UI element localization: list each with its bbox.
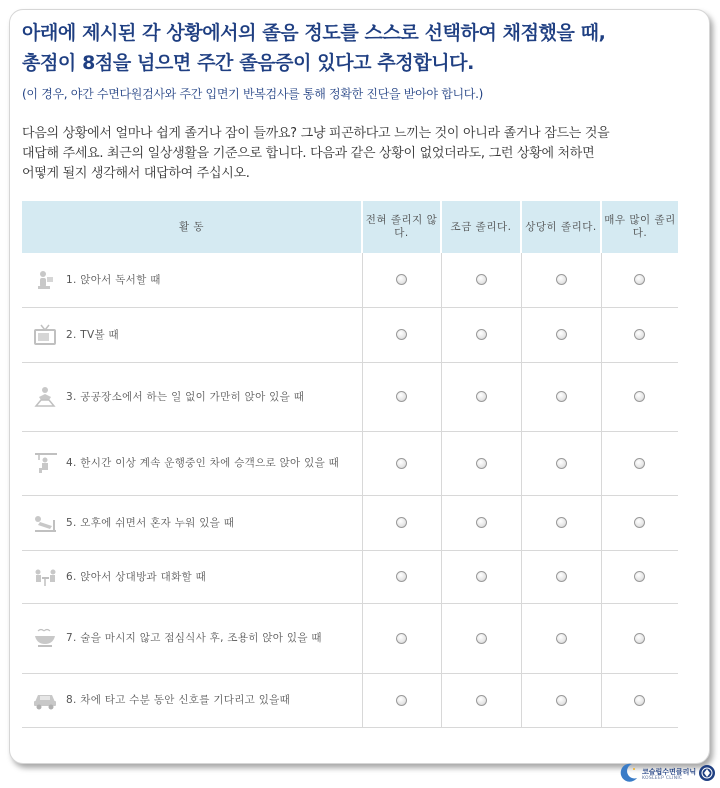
radio-not-sleepy[interactable] xyxy=(396,391,407,402)
table-header-row xyxy=(22,201,678,253)
radio-cell xyxy=(441,431,521,495)
radio-cell xyxy=(601,550,678,603)
radio-cell xyxy=(601,431,678,495)
table-row xyxy=(22,253,678,307)
radio-cell xyxy=(601,603,678,673)
radio-slightly-sleepy[interactable] xyxy=(476,633,487,644)
activity-label: 3. 공공장소에서 하는 일 없이 가만히 앉아 있을 때 xyxy=(66,390,305,403)
radio-cell xyxy=(441,550,521,603)
instructions-line-3: 어떻게 될지 생각해서 대답하여 주십시오. xyxy=(22,166,250,181)
radio-fairly-sleepy[interactable] xyxy=(556,695,567,706)
radio-cell xyxy=(362,431,441,495)
radio-cell xyxy=(521,603,601,673)
radio-not-sleepy[interactable] xyxy=(396,517,407,528)
activity-cell xyxy=(22,673,362,727)
instructions xyxy=(22,124,692,184)
title-line-2: 총점이 8점을 넘으면 주간 졸음증이 있다고 추정합니다. xyxy=(22,52,474,74)
header-not-sleepy: 전혀 졸리지 않다. xyxy=(362,201,441,253)
activity-cell xyxy=(22,431,362,495)
table-row xyxy=(22,673,678,727)
bus-passenger-icon xyxy=(32,452,62,474)
radio-not-sleepy[interactable] xyxy=(396,633,407,644)
activity-label: 2. TV볼 때 xyxy=(66,328,119,341)
radio-very-sleepy[interactable] xyxy=(634,633,645,644)
activity-cell xyxy=(22,603,362,673)
radio-not-sleepy[interactable] xyxy=(396,329,407,340)
header-fairly-sleepy: 상당히 졸리다. xyxy=(521,201,601,253)
activity-label: 7. 술을 마시지 않고 점심식사 후, 조용히 앉아 있을 때 xyxy=(66,632,322,644)
radio-cell xyxy=(441,673,521,727)
radio-cell xyxy=(521,495,601,550)
activity-label: 6. 앉아서 상대방과 대화할 때 xyxy=(66,570,207,583)
radio-cell xyxy=(362,603,441,673)
table-row xyxy=(22,495,678,550)
reading-icon xyxy=(32,269,62,291)
meal-icon xyxy=(32,627,62,649)
activity-label: 4. 한시간 이상 계속 운행중인 차에 승객으로 앉아 있을 때 xyxy=(66,457,340,469)
radio-fairly-sleepy[interactable] xyxy=(556,274,567,285)
radio-cell xyxy=(521,307,601,362)
activity-cell xyxy=(22,550,362,603)
radio-cell xyxy=(441,603,521,673)
sleepiness-table xyxy=(22,201,678,728)
table-row xyxy=(22,603,678,673)
title-line-1: 아래에 제시된 각 상황에서의 졸음 정도를 스스로 선택하여 채점했을 때, xyxy=(22,22,606,44)
radio-very-sleepy[interactable] xyxy=(634,391,645,402)
radio-very-sleepy[interactable] xyxy=(634,695,645,706)
lying-down-icon xyxy=(32,512,62,534)
radio-slightly-sleepy[interactable] xyxy=(476,274,487,285)
header-activity: 활 동 xyxy=(22,201,362,253)
radio-cell xyxy=(601,673,678,727)
radio-slightly-sleepy[interactable] xyxy=(476,391,487,402)
radio-slightly-sleepy[interactable] xyxy=(476,458,487,469)
table-row xyxy=(22,431,678,495)
header-slightly-sleepy: 조금 졸리다. xyxy=(441,201,521,253)
logo-subtitle: KOSLEEP CLINIC xyxy=(642,776,683,781)
radio-slightly-sleepy[interactable] xyxy=(476,571,487,582)
moon-logo-icon xyxy=(620,762,640,784)
radio-cell xyxy=(362,362,441,431)
radio-cell xyxy=(441,307,521,362)
radio-fairly-sleepy[interactable] xyxy=(556,458,567,469)
radio-fairly-sleepy[interactable] xyxy=(556,633,567,644)
activity-cell xyxy=(22,253,362,307)
activity-cell xyxy=(22,495,362,550)
activity-cell xyxy=(22,307,362,362)
instructions-line-1: 다음의 상황에서 얼마나 쉽게 졸거나 잠이 들까요? 그냥 피곤하다고 느끼는 것이 아니라 졸거나 잠드는 것을 xyxy=(22,126,610,141)
radio-not-sleepy[interactable] xyxy=(396,571,407,582)
logo-name: 코슬립수면클리닉 xyxy=(642,768,697,776)
instructions-line-2: 대답해 주세요. 최근의 일상생활을 기준으로 합니다. 다음과 같은 상황이 없었더라도, 그런 상황에 처하면 xyxy=(22,146,595,161)
clinic-logo xyxy=(620,762,716,786)
radio-slightly-sleepy[interactable] xyxy=(476,695,487,706)
car-icon xyxy=(32,689,62,711)
conversation-icon xyxy=(32,566,62,588)
radio-fairly-sleepy[interactable] xyxy=(556,329,567,340)
radio-very-sleepy[interactable] xyxy=(634,458,645,469)
header-very-sleepy: 매우 많이 졸리다. xyxy=(601,201,678,253)
tv-icon xyxy=(32,324,62,346)
radio-not-sleepy[interactable] xyxy=(396,458,407,469)
radio-slightly-sleepy[interactable] xyxy=(476,329,487,340)
radio-cell xyxy=(601,362,678,431)
activity-cell xyxy=(22,362,362,431)
radio-very-sleepy[interactable] xyxy=(634,571,645,582)
radio-cell xyxy=(521,550,601,603)
radio-fairly-sleepy[interactable] xyxy=(556,571,567,582)
radio-very-sleepy[interactable] xyxy=(634,329,645,340)
radio-very-sleepy[interactable] xyxy=(634,517,645,528)
radio-cell xyxy=(362,550,441,603)
radio-slightly-sleepy[interactable] xyxy=(476,517,487,528)
radio-cell xyxy=(441,495,521,550)
radio-not-sleepy[interactable] xyxy=(396,274,407,285)
radio-fairly-sleepy[interactable] xyxy=(556,391,567,402)
table-row xyxy=(22,550,678,603)
meeting-icon xyxy=(32,386,62,408)
activity-label: 8. 차에 타고 수분 동안 신호를 기다리고 있을때 xyxy=(66,694,291,706)
radio-cell xyxy=(441,362,521,431)
radio-cell xyxy=(362,495,441,550)
radio-cell xyxy=(362,673,441,727)
radio-cell xyxy=(521,362,601,431)
radio-very-sleepy[interactable] xyxy=(634,274,645,285)
activity-label: 5. 오후에 쉬면서 혼자 누워 있을 때 xyxy=(66,516,235,529)
radio-not-sleepy[interactable] xyxy=(396,695,407,706)
radio-cell xyxy=(521,253,601,307)
radio-cell xyxy=(362,253,441,307)
radio-cell xyxy=(601,307,678,362)
radio-cell xyxy=(521,431,601,495)
radio-fairly-sleepy[interactable] xyxy=(556,517,567,528)
radio-cell xyxy=(362,307,441,362)
radio-cell xyxy=(601,253,678,307)
page-title xyxy=(22,18,702,78)
emblem-icon xyxy=(698,764,716,782)
radio-cell xyxy=(521,673,601,727)
activity-label: 1. 앉아서 독서할 때 xyxy=(66,273,161,286)
table-row xyxy=(22,307,678,362)
table-row xyxy=(22,362,678,431)
radio-cell xyxy=(601,495,678,550)
title-note: (이 경우, 야간 수면다원검사와 주간 입면기 반복검사를 통해 정확한 진단을 받아야 합니다.) xyxy=(22,87,483,101)
radio-cell xyxy=(441,253,521,307)
